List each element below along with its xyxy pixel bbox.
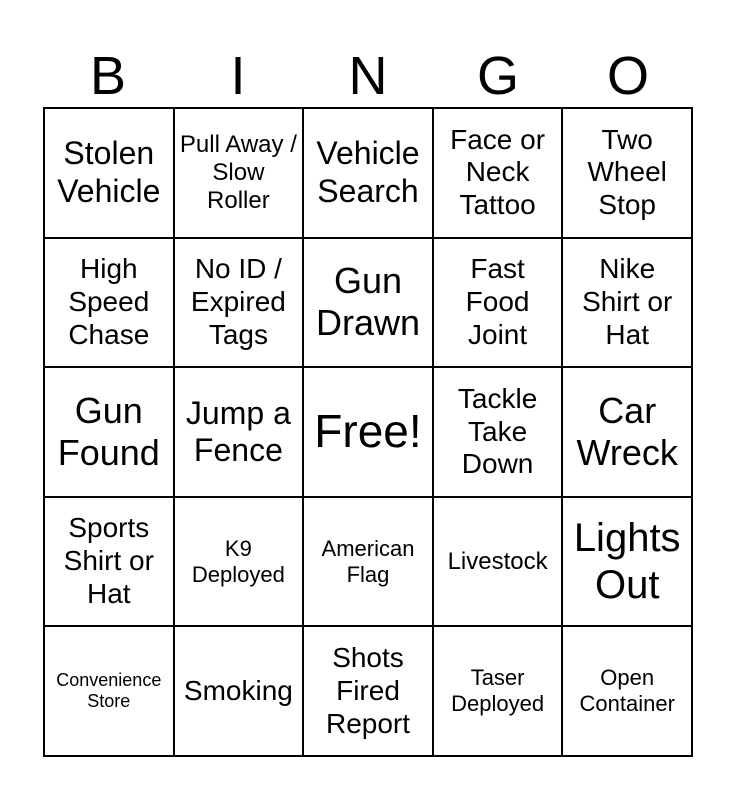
cell-label: K9 Deployed <box>191 535 285 587</box>
bingo-cell[interactable] <box>562 238 692 368</box>
cell-label: Shots Fired Report <box>325 642 411 739</box>
header-letter-g: G <box>476 46 519 106</box>
cell-label: Car Wreck <box>576 389 678 473</box>
cell-label: American Flag <box>321 535 415 587</box>
bingo-cell[interactable] <box>303 626 433 756</box>
bingo-cell[interactable] <box>174 367 304 497</box>
cell-label: Pull Away / Slow Roller <box>179 130 297 214</box>
cell-label: Fast Food Joint <box>465 253 530 350</box>
bingo-header <box>43 45 693 107</box>
free-space-label: Free! <box>314 405 422 458</box>
cell-label: High Speed Chase <box>68 253 150 350</box>
bingo-cell[interactable] <box>303 238 433 368</box>
bingo-cell[interactable] <box>174 497 304 627</box>
cell-label: Convenience Store <box>56 670 162 712</box>
cell-label: Smoking <box>183 674 293 706</box>
bingo-cell[interactable] <box>44 108 174 238</box>
header-letter-n: N <box>348 46 388 106</box>
bingo-cell[interactable] <box>433 108 563 238</box>
free-space-cell[interactable] <box>303 367 433 497</box>
bingo-cell[interactable] <box>44 626 174 756</box>
cell-label: Sports Shirt or Hat <box>63 512 154 609</box>
bingo-cell[interactable] <box>174 238 304 368</box>
bingo-cell[interactable] <box>433 238 563 368</box>
bingo-cell[interactable] <box>174 108 304 238</box>
cell-label: Open Container <box>579 665 675 717</box>
bingo-cell[interactable] <box>433 497 563 627</box>
bingo-cell[interactable] <box>44 238 174 368</box>
bingo-cell[interactable] <box>562 367 692 497</box>
bingo-cell[interactable] <box>44 497 174 627</box>
cell-label: Gun Drawn <box>315 260 420 344</box>
cell-label: Stolen Vehicle <box>57 135 161 209</box>
cell-label: Gun Found <box>57 389 160 473</box>
cell-label: Taser Deployed <box>451 665 545 717</box>
bingo-cell[interactable] <box>562 497 692 627</box>
cell-label: Jump a Fence <box>185 394 291 468</box>
cell-label: Lights Out <box>573 515 681 607</box>
bingo-cell[interactable] <box>433 367 563 497</box>
header-letter-b: B <box>89 46 127 106</box>
bingo-cell[interactable] <box>433 626 563 756</box>
bingo-cell[interactable] <box>44 367 174 497</box>
header-letter-o: O <box>606 46 649 106</box>
cell-label: Face or Neck Tattoo <box>450 123 546 221</box>
bingo-cell[interactable] <box>303 497 433 627</box>
cell-label: No ID / Expired Tags <box>190 253 286 350</box>
bingo-board <box>43 107 693 757</box>
cell-label: Nike Shirt or Hat <box>582 253 673 350</box>
bingo-cell[interactable] <box>562 626 692 756</box>
header-letter-i: I <box>230 46 246 106</box>
cell-label: Vehicle Search <box>316 135 420 209</box>
bingo-cell[interactable] <box>562 108 692 238</box>
cell-label: Livestock <box>447 547 548 575</box>
bingo-cell[interactable] <box>174 626 304 756</box>
cell-label: Tackle Take Down <box>457 382 538 480</box>
cell-label: Two Wheel Stop <box>587 123 667 221</box>
bingo-cell[interactable] <box>303 108 433 238</box>
